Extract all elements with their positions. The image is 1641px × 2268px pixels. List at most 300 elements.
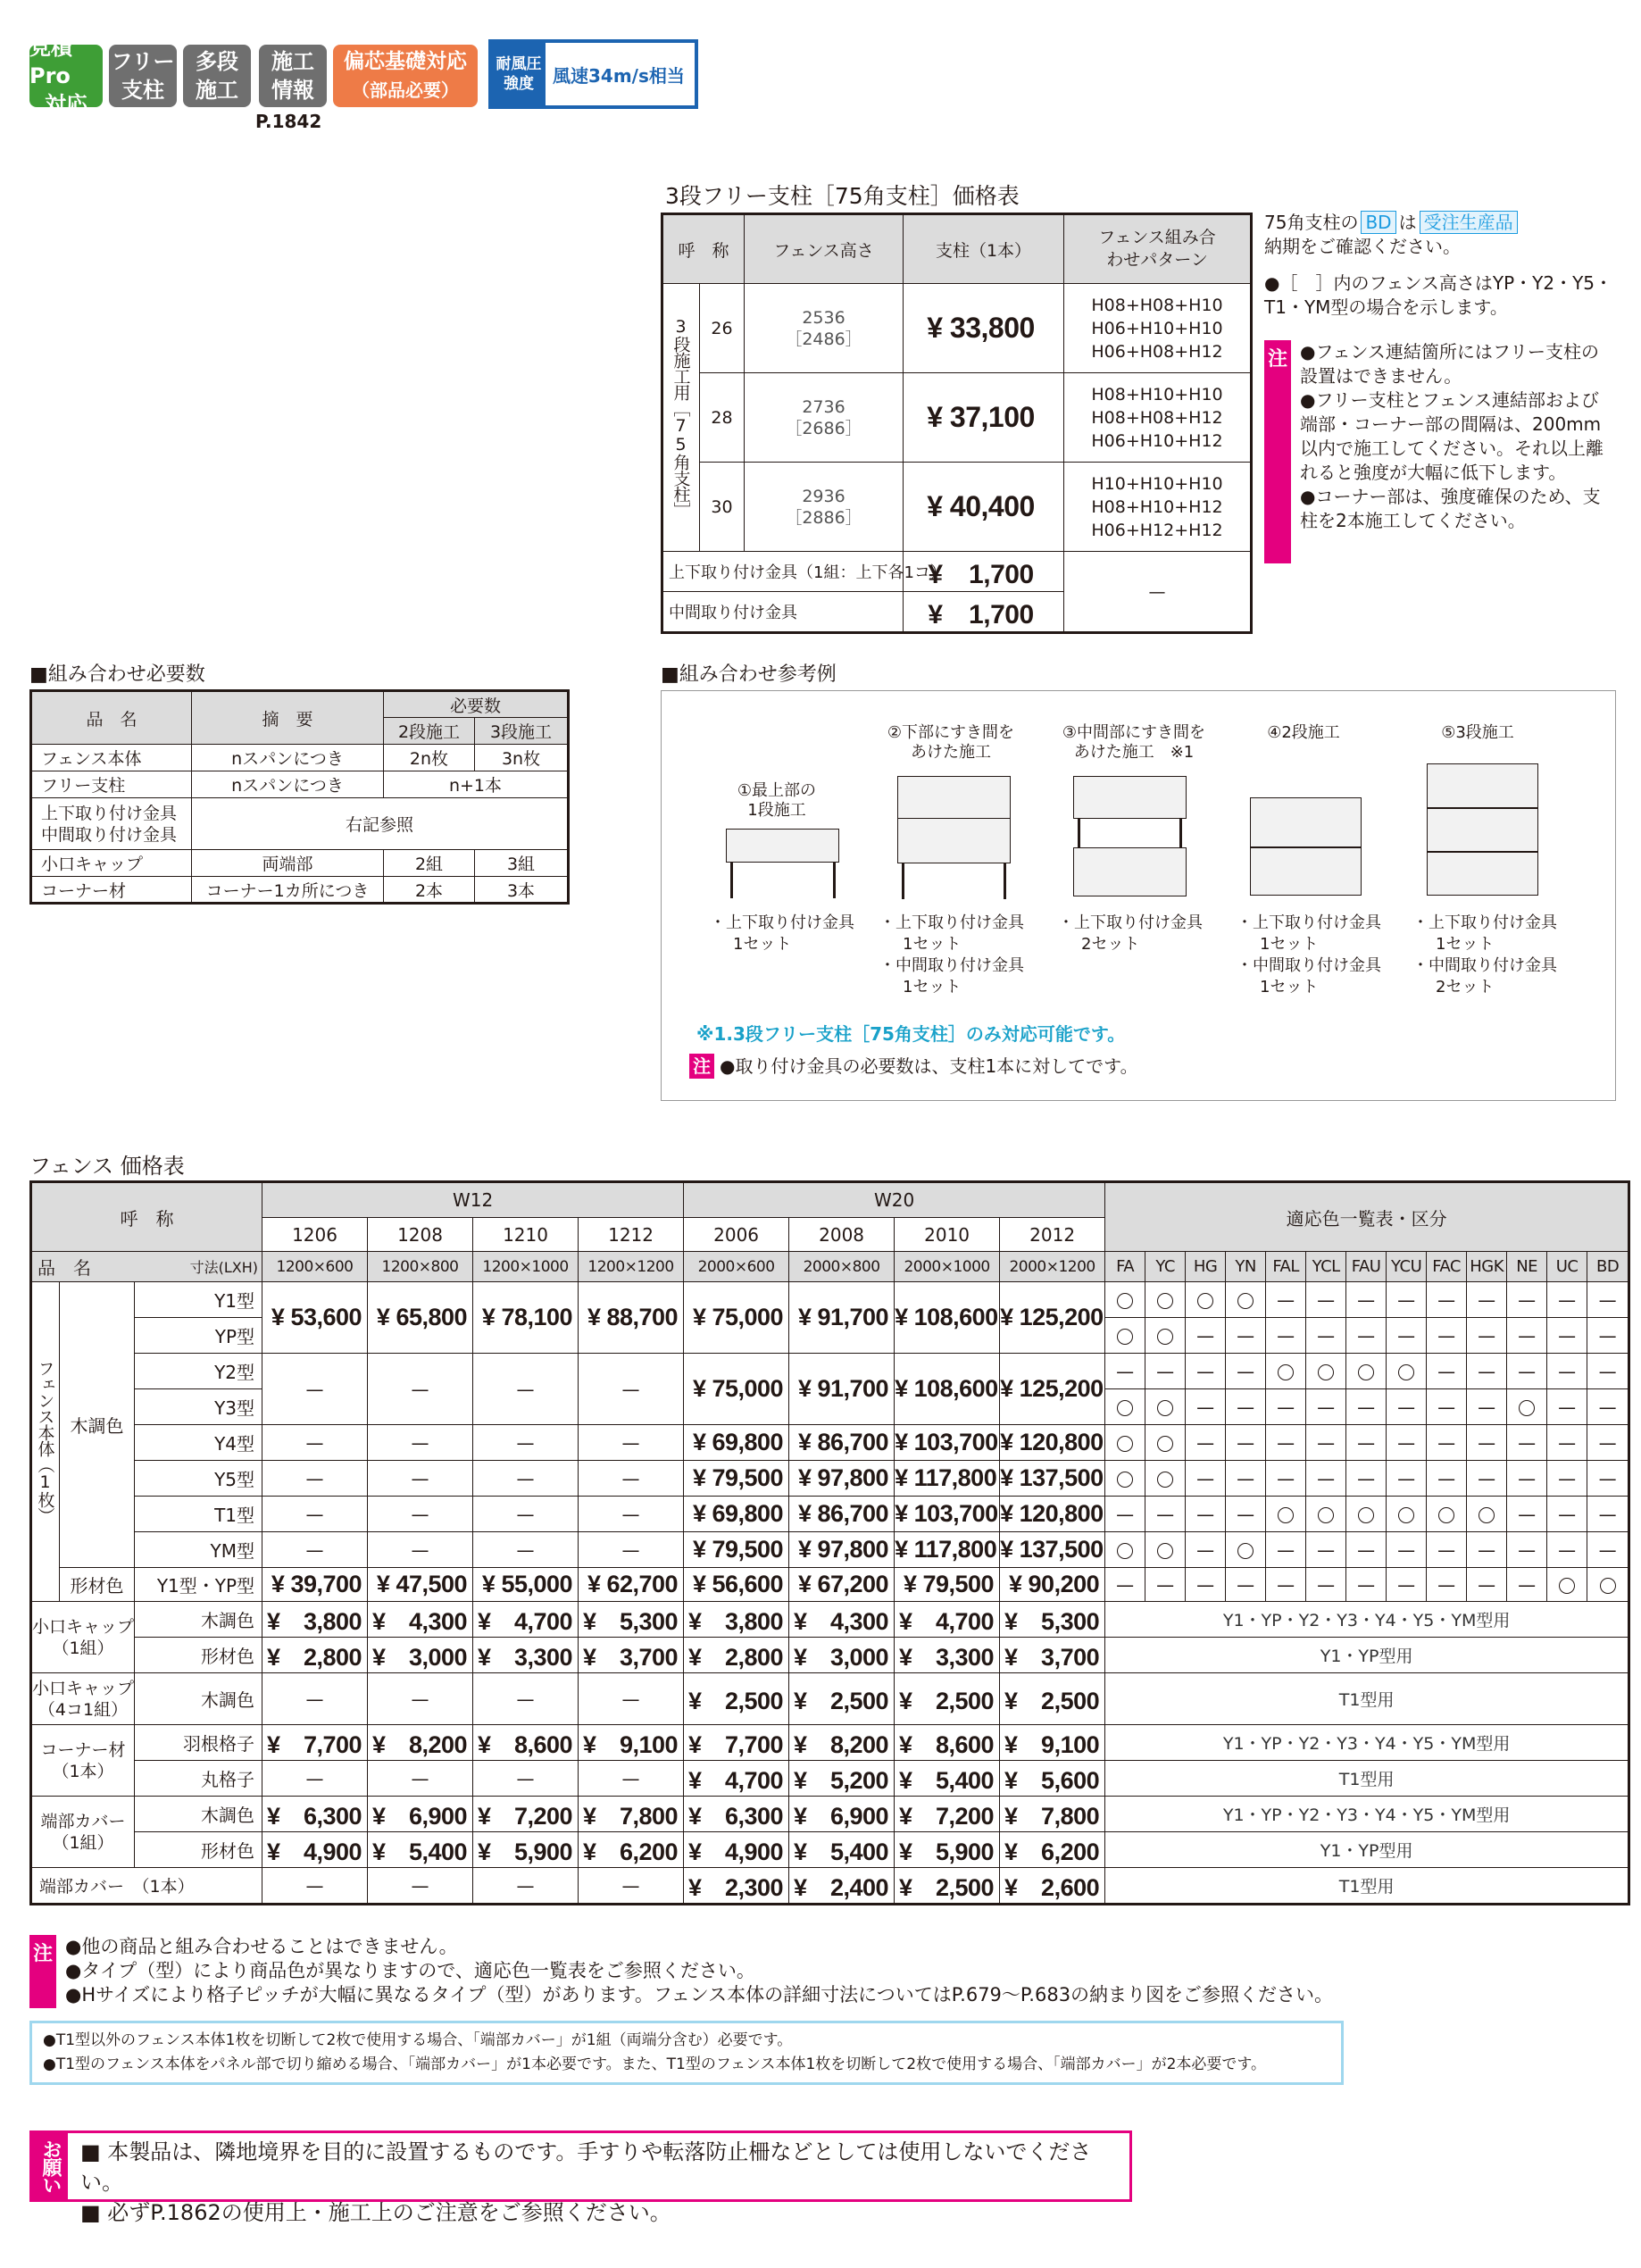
price: ¥ 3,300: [895, 1638, 1000, 1673]
unavailable-dash-icon: —: [1437, 1288, 1456, 1311]
badge-tadan-line2: 施工: [196, 78, 238, 103]
price: ¥ 6,300: [684, 1797, 789, 1832]
badge-wind-label: [492, 43, 546, 105]
unavailable-dash-icon: —: [1558, 1538, 1577, 1561]
price: ¥ 69,800: [684, 1497, 789, 1532]
fence-type: Y1型・YP型: [135, 1568, 262, 1602]
price: ¥ 8,600: [895, 1725, 1000, 1761]
price: ¥ 79,500: [895, 1568, 1000, 1602]
color-code: YCU: [1387, 1252, 1427, 1282]
color-availability: [1186, 1461, 1226, 1497]
color-availability: [1346, 1532, 1387, 1568]
unavailable-dash-icon: —: [1317, 1573, 1336, 1596]
fence-h-w20: W20: [684, 1182, 1105, 1218]
price: ¥ 7,700: [684, 1725, 789, 1761]
unavailable-dash-icon: —: [1357, 1288, 1376, 1311]
color-availability: [1186, 1568, 1226, 1602]
acc-usage: Y1・YP・Y2・Y3・Y4・Y5・YM型用: [1105, 1725, 1629, 1761]
available-circle-icon: [1278, 1507, 1294, 1523]
price: —: [262, 1497, 368, 1532]
price: ¥ 47,500: [368, 1568, 473, 1602]
unavailable-dash-icon: —: [1317, 1288, 1336, 1311]
color-availability: [1145, 1568, 1186, 1602]
combo-ex-label-5: [1415, 723, 1540, 743]
price: —: [579, 1425, 684, 1461]
price: ¥ 5,400: [368, 1832, 473, 1868]
color-availability: [1306, 1532, 1346, 1568]
unavailable-dash-icon: —: [1558, 1288, 1577, 1311]
unavailable-dash-icon: —: [1397, 1396, 1416, 1418]
badge-mitsumori: [29, 35, 103, 117]
unavailable-dash-icon: —: [1478, 1288, 1496, 1311]
combo-ex-desc-3: [1058, 913, 1203, 955]
color-availability: [1387, 1354, 1427, 1389]
color-code: FAC: [1427, 1252, 1467, 1282]
price: ¥ 7,200: [473, 1797, 579, 1832]
price: —: [579, 1532, 684, 1568]
unavailable-dash-icon: —: [1357, 1431, 1376, 1454]
available-circle-icon: [1157, 1472, 1173, 1488]
combo-ex-label-4: [1241, 723, 1366, 743]
color-availability: [1587, 1461, 1629, 1497]
ex-label-line: 1段施工: [747, 801, 806, 820]
unavailable-dash-icon: —: [1156, 1573, 1175, 1596]
acc-sub: 形材色: [135, 1832, 262, 1868]
color-availability: [1587, 1354, 1629, 1389]
unavailable-dash-icon: —: [1277, 1396, 1295, 1418]
req-h-count: 必要数: [384, 691, 569, 718]
color-code: FAU: [1346, 1252, 1387, 1282]
request-line: ■ 必ずP.1862の使用上・施工上のご注意をご参照ください。: [80, 2200, 671, 2225]
fence-price-table: [29, 1180, 1630, 1905]
price: ¥ 86,700: [789, 1497, 895, 1532]
color-availability: [1266, 1318, 1306, 1354]
color-availability: [1186, 1532, 1226, 1568]
price: ¥ 4,700: [473, 1602, 579, 1638]
price: ¥ 78,100: [473, 1282, 579, 1354]
post-h-price: 支柱（1本）: [904, 214, 1064, 284]
ex-desc-line: 1セット: [1244, 935, 1319, 954]
available-circle-icon: [1157, 1543, 1173, 1559]
color-availability: [1266, 1425, 1306, 1461]
available-circle-icon: [1157, 1329, 1173, 1345]
ex-label-line: ⑤3段施工: [1441, 723, 1514, 742]
color-availability: [1387, 1282, 1427, 1318]
color-availability: [1186, 1354, 1226, 1389]
price: ¥ 125,200: [1000, 1282, 1105, 1354]
post-height-alt: ［2486］: [785, 329, 862, 349]
unavailable-dash-icon: —: [1478, 1324, 1496, 1347]
pattern: H06+H08+H12: [1091, 341, 1223, 362]
color-availability: [1145, 1532, 1186, 1568]
price: ¥ 4,900: [262, 1832, 368, 1868]
color-availability: [1467, 1532, 1507, 1568]
price: ¥ 90,200: [1000, 1568, 1105, 1602]
color-availability: [1547, 1425, 1587, 1461]
color-availability: [1507, 1568, 1547, 1602]
fence-type: Y4型: [135, 1425, 262, 1461]
acc-usage: Y1・YP・Y2・Y3・Y4・Y5・YM型用: [1105, 1602, 1629, 1638]
color-availability: [1427, 1532, 1467, 1568]
unavailable-dash-icon: —: [1116, 1503, 1135, 1525]
acc-group: コーナー材（1本）: [31, 1725, 135, 1797]
unavailable-dash-icon: —: [1237, 1360, 1255, 1382]
price: ¥ 125,200: [1000, 1354, 1105, 1425]
color-availability: [1587, 1532, 1629, 1568]
post-code: 26: [700, 284, 745, 373]
color-availability: [1587, 1389, 1629, 1425]
available-circle-icon: [1559, 1578, 1575, 1594]
unavailable-dash-icon: —: [1598, 1396, 1617, 1418]
price: —: [262, 1354, 368, 1425]
price: ¥ 7,800: [579, 1797, 684, 1832]
color-availability: [1186, 1425, 1226, 1461]
price: ¥ 75,000: [684, 1282, 789, 1354]
color-availability: [1587, 1497, 1629, 1532]
acc-sub: 木調色: [135, 1602, 262, 1638]
unavailable-dash-icon: —: [1478, 1396, 1496, 1418]
price: ¥ 62,700: [579, 1568, 684, 1602]
bd-note-a: 75角支柱の: [1264, 212, 1359, 233]
color-availability: [1346, 1461, 1387, 1497]
fence-panel-divider: [1250, 846, 1362, 848]
unavailable-dash-icon: —: [1277, 1467, 1295, 1489]
ex-label-line: あけた施工 ※1: [1073, 743, 1195, 762]
ex-desc-line: ・上下取り付け金具: [1412, 913, 1557, 932]
post-height: [745, 284, 904, 373]
combo-ex-label-1: [714, 781, 839, 821]
acc-group: 小口キャップ（1組）: [31, 1602, 135, 1673]
unavailable-dash-icon: —: [1518, 1324, 1537, 1347]
post-price-table: [661, 213, 1253, 634]
color-availability: [1186, 1389, 1226, 1425]
unavailable-dash-icon: —: [1437, 1360, 1456, 1382]
unavailable-dash-icon: —: [1397, 1573, 1416, 1596]
unavailable-dash-icon: —: [1277, 1431, 1295, 1454]
price: ¥ 75,000: [684, 1354, 789, 1425]
combo-req-table: [29, 689, 570, 905]
badge-seko: [259, 45, 327, 107]
fence-panel-icon: [897, 776, 1011, 819]
post-code: 28: [700, 373, 745, 463]
end-cover-line: ●T1型のフェンス本体をパネル部で切り縮める場合、「端部カバー」が1本必要です。また、T1型のフェンス本体1枚を切断して2枚で使用する場合、「端部カバー」が2本必要です。: [43, 2055, 1267, 2073]
fence-panel-icon: [726, 829, 839, 863]
color-availability: [1547, 1532, 1587, 1568]
color-availability: [1547, 1354, 1587, 1389]
unavailable-dash-icon: —: [1598, 1431, 1617, 1454]
unavailable-dash-icon: —: [1478, 1573, 1496, 1596]
req-item: コーナー材: [31, 877, 192, 904]
price: —: [368, 1868, 473, 1905]
color-availability: [1145, 1389, 1186, 1425]
price: ¥ 8,600: [473, 1725, 579, 1761]
color-availability: [1186, 1282, 1226, 1318]
combo-ex-note1: ※1.3段フリー支柱［75角支柱］のみ対応可能です。: [696, 1023, 1126, 1045]
ex-desc-line: ・上下取り付け金具: [710, 913, 854, 932]
bd-note-b: は: [1398, 212, 1417, 233]
badge-wind: [488, 39, 698, 109]
fitting-label: 上下取り付け金具（1組：上下各1コ）: [662, 552, 904, 592]
unavailable-dash-icon: —: [1277, 1324, 1295, 1347]
price: ¥ 2,400: [789, 1868, 895, 1905]
unavailable-dash-icon: —: [1317, 1467, 1336, 1489]
combo-ex-label-2: [879, 723, 1022, 763]
price: ¥ 65,800: [368, 1282, 473, 1354]
pattern: H06+H10+H10: [1091, 318, 1223, 338]
fence-post-icon: [1179, 819, 1182, 847]
fence-post-icon: [1078, 819, 1080, 847]
color-availability: [1226, 1425, 1266, 1461]
color-availability: [1387, 1461, 1427, 1497]
size-value: 1200×1000: [473, 1252, 579, 1282]
unavailable-dash-icon: —: [1357, 1538, 1376, 1561]
fence-type: Y2型: [135, 1354, 262, 1389]
price: ¥ 5,300: [1000, 1602, 1105, 1638]
bd-note-line2: 納期をご確認ください。: [1264, 236, 1461, 257]
fence-type: YP型: [135, 1318, 262, 1354]
req-desc: nスパンにつき: [192, 745, 384, 771]
badge-tadan: [183, 45, 251, 107]
price: —: [262, 1673, 368, 1725]
req-2dan: 2組: [384, 850, 475, 877]
price: —: [262, 1461, 368, 1497]
price: ¥ 56,600: [684, 1568, 789, 1602]
color-availability: [1105, 1389, 1145, 1425]
fence-h-colors: 適応色一覧表・区分: [1105, 1182, 1629, 1252]
color-availability: [1467, 1318, 1507, 1354]
price: ¥ 2,500: [684, 1673, 789, 1725]
unavailable-dash-icon: —: [1397, 1288, 1416, 1311]
request-box: [29, 2130, 1132, 2225]
fence-type: Y5型: [135, 1461, 262, 1497]
unavailable-dash-icon: —: [1598, 1467, 1617, 1489]
color-availability: [1587, 1282, 1629, 1318]
price: ¥ 2,800: [684, 1638, 789, 1673]
available-circle-icon: [1398, 1507, 1414, 1523]
unavailable-dash-icon: —: [1437, 1538, 1456, 1561]
price: ¥ 2,500: [789, 1673, 895, 1725]
color-availability: [1587, 1568, 1629, 1602]
color-availability: [1105, 1532, 1145, 1568]
req-desc: コーナー1カ所につき: [192, 877, 384, 904]
fitting-pattern: —: [1064, 552, 1252, 633]
badge-henshin-line1: 偏芯基礎対応: [344, 50, 467, 73]
color-availability: [1427, 1282, 1467, 1318]
unavailable-dash-icon: —: [1437, 1431, 1456, 1454]
price: ¥ 3,800: [684, 1602, 789, 1638]
price: ¥ 3,000: [789, 1638, 895, 1673]
color-availability: [1306, 1425, 1346, 1461]
available-circle-icon: [1117, 1436, 1133, 1452]
page-ref: P.1842: [255, 111, 322, 132]
available-circle-icon: [1438, 1507, 1454, 1523]
color-availability: [1387, 1318, 1427, 1354]
price: ¥ 6,200: [1000, 1832, 1105, 1868]
badge-seko-line1: 施工: [271, 49, 314, 74]
req-3dan: 3n枚: [475, 745, 569, 771]
req-item: フリー支柱: [31, 771, 192, 798]
price: —: [262, 1868, 368, 1905]
caution-item: ●フリー支柱とフェンス連結部および端部・コーナー部の間隔は、200mm以内で施工してください。それ以上離れると強度が大幅に低下します。: [1300, 389, 1604, 483]
available-circle-icon: [1318, 1364, 1334, 1380]
color-availability: [1105, 1568, 1145, 1602]
price: ¥ 117,800: [895, 1461, 1000, 1497]
color-availability: [1145, 1425, 1186, 1461]
color-availability: [1507, 1282, 1547, 1318]
ex-desc-line: 1セット: [887, 978, 962, 996]
unavailable-dash-icon: —: [1237, 1503, 1255, 1525]
req-desc: 両端部: [192, 850, 384, 877]
ex-label-line: ①最上部の: [737, 781, 817, 800]
available-circle-icon: [1318, 1507, 1334, 1523]
pattern: H06+H10+H12: [1091, 430, 1223, 451]
combo-ex-caution: 注: [689, 1054, 714, 1079]
unavailable-dash-icon: —: [1478, 1431, 1496, 1454]
color-availability: [1387, 1497, 1427, 1532]
unavailable-dash-icon: —: [1397, 1431, 1416, 1454]
price: —: [368, 1497, 473, 1532]
req-3dan: 3組: [475, 850, 569, 877]
available-circle-icon: [1117, 1472, 1133, 1488]
price: ¥ 39,700: [262, 1568, 368, 1602]
unavailable-dash-icon: —: [1437, 1324, 1456, 1347]
unavailable-dash-icon: —: [1518, 1503, 1537, 1525]
ex-label-line: あけた施工: [911, 743, 991, 762]
color-availability: [1145, 1497, 1186, 1532]
unavailable-dash-icon: —: [1598, 1538, 1617, 1561]
unavailable-dash-icon: —: [1478, 1538, 1496, 1561]
post-price: ¥ 33,800: [904, 284, 1064, 373]
color-availability: [1346, 1497, 1387, 1532]
ex-desc-line: 2セット: [1420, 978, 1495, 996]
acc-group: 端部カバー（1組）: [31, 1797, 135, 1868]
req-h-item: 品 名: [31, 691, 192, 745]
req-item: フェンス本体: [31, 745, 192, 771]
model-code: 1212: [579, 1218, 684, 1252]
color-availability: [1507, 1318, 1547, 1354]
unavailable-dash-icon: —: [1598, 1360, 1617, 1382]
price: ¥ 3,700: [1000, 1638, 1105, 1673]
post-patterns: [1064, 373, 1252, 463]
model-code: 2008: [789, 1218, 895, 1252]
model-code: 1208: [368, 1218, 473, 1252]
color-availability: [1507, 1497, 1547, 1532]
price: ¥ 5,900: [895, 1832, 1000, 1868]
available-circle-icon: [1157, 1400, 1173, 1416]
price: ¥ 9,100: [1000, 1725, 1105, 1761]
request-line: ■ 本製品は、隣地境界を目的に設置するものです。手すりや転落防止柵などとしては使用しないでください。: [80, 2139, 1092, 2195]
color-availability: [1346, 1318, 1387, 1354]
fence-h-w12: W12: [262, 1182, 684, 1218]
price: ¥ 5,900: [473, 1832, 579, 1868]
price: ¥ 117,800: [895, 1532, 1000, 1568]
pattern: H08+H08+H12: [1091, 407, 1223, 428]
price: —: [579, 1497, 684, 1532]
combo-ex-title: ■組み合わせ参考例: [661, 663, 837, 686]
price: —: [262, 1761, 368, 1797]
unavailable-dash-icon: —: [1357, 1467, 1376, 1489]
post-height-value: 2736: [802, 396, 845, 417]
price: ¥ 5,600: [1000, 1761, 1105, 1797]
color-availability: [1226, 1497, 1266, 1532]
post-group-label: 3段施工用［75角支柱］: [662, 284, 700, 552]
color-availability: [1145, 1354, 1186, 1389]
size-value: 1200×1200: [579, 1252, 684, 1282]
post-h-name: 呼 称: [662, 214, 745, 284]
unavailable-dash-icon: —: [1196, 1467, 1215, 1489]
color-availability: [1346, 1425, 1387, 1461]
size-value: 1200×600: [262, 1252, 368, 1282]
color-availability: [1547, 1568, 1587, 1602]
price: ¥ 5,400: [895, 1761, 1000, 1797]
price: —: [473, 1868, 579, 1905]
combo-req-title: ■組み合わせ必要数: [29, 663, 205, 686]
color-code: BD: [1587, 1252, 1629, 1282]
color-availability: [1266, 1282, 1306, 1318]
price: ¥ 3,000: [368, 1638, 473, 1673]
price: ¥ 8,200: [368, 1725, 473, 1761]
price: ¥ 97,800: [789, 1461, 895, 1497]
price: —: [473, 1761, 579, 1797]
unavailable-dash-icon: —: [1397, 1467, 1416, 1489]
color-availability: [1346, 1354, 1387, 1389]
price: ¥ 7,700: [262, 1725, 368, 1761]
color-code: HG: [1186, 1252, 1226, 1282]
req-3dan: 3本: [475, 877, 569, 904]
unavailable-dash-icon: —: [1558, 1503, 1577, 1525]
color-availability: [1467, 1425, 1507, 1461]
price: —: [473, 1673, 579, 1725]
req-2dan: 2n枚: [384, 745, 475, 771]
unavailable-dash-icon: —: [1598, 1288, 1617, 1311]
unavailable-dash-icon: —: [1518, 1360, 1537, 1382]
price: ¥ 53,600: [262, 1282, 368, 1354]
color-availability: [1105, 1318, 1145, 1354]
color-availability: [1387, 1532, 1427, 1568]
fence-post-icon: [902, 863, 904, 899]
color-availability: [1145, 1282, 1186, 1318]
color-availability: [1387, 1425, 1427, 1461]
acc-usage: Y1・YP型用: [1105, 1832, 1629, 1868]
color-availability: [1467, 1389, 1507, 1425]
wood-color-label: 木調色: [60, 1282, 135, 1568]
combo-ex-label-3: [1054, 723, 1214, 763]
ex-desc-line: ・上下取り付け金具: [1237, 913, 1381, 932]
available-circle-icon: [1117, 1400, 1133, 1416]
post-patterns: [1064, 284, 1252, 373]
available-circle-icon: [1157, 1293, 1173, 1309]
price: ¥ 2,500: [895, 1673, 1000, 1725]
ex-desc-line: 1セット: [1420, 935, 1495, 954]
color-availability: [1547, 1497, 1587, 1532]
order-tag: 受注生産品: [1420, 211, 1518, 234]
color-availability: [1105, 1497, 1145, 1532]
post-height-value: 2936: [802, 486, 845, 506]
color-availability: [1427, 1354, 1467, 1389]
ex-label-line: ④2段施工: [1267, 723, 1340, 742]
color-availability: [1186, 1497, 1226, 1532]
color-code: YN: [1226, 1252, 1266, 1282]
color-availability: [1467, 1461, 1507, 1497]
price: ¥ 108,600: [895, 1354, 1000, 1425]
color-code: HGK: [1467, 1252, 1507, 1282]
color-availability: [1547, 1461, 1587, 1497]
ex-label-line: ②下部にすき間を: [887, 723, 1015, 742]
fence-type: Y3型: [135, 1389, 262, 1425]
color-availability: [1105, 1354, 1145, 1389]
price: ¥ 9,100: [579, 1725, 684, 1761]
fence-panel-divider: [1427, 807, 1538, 809]
